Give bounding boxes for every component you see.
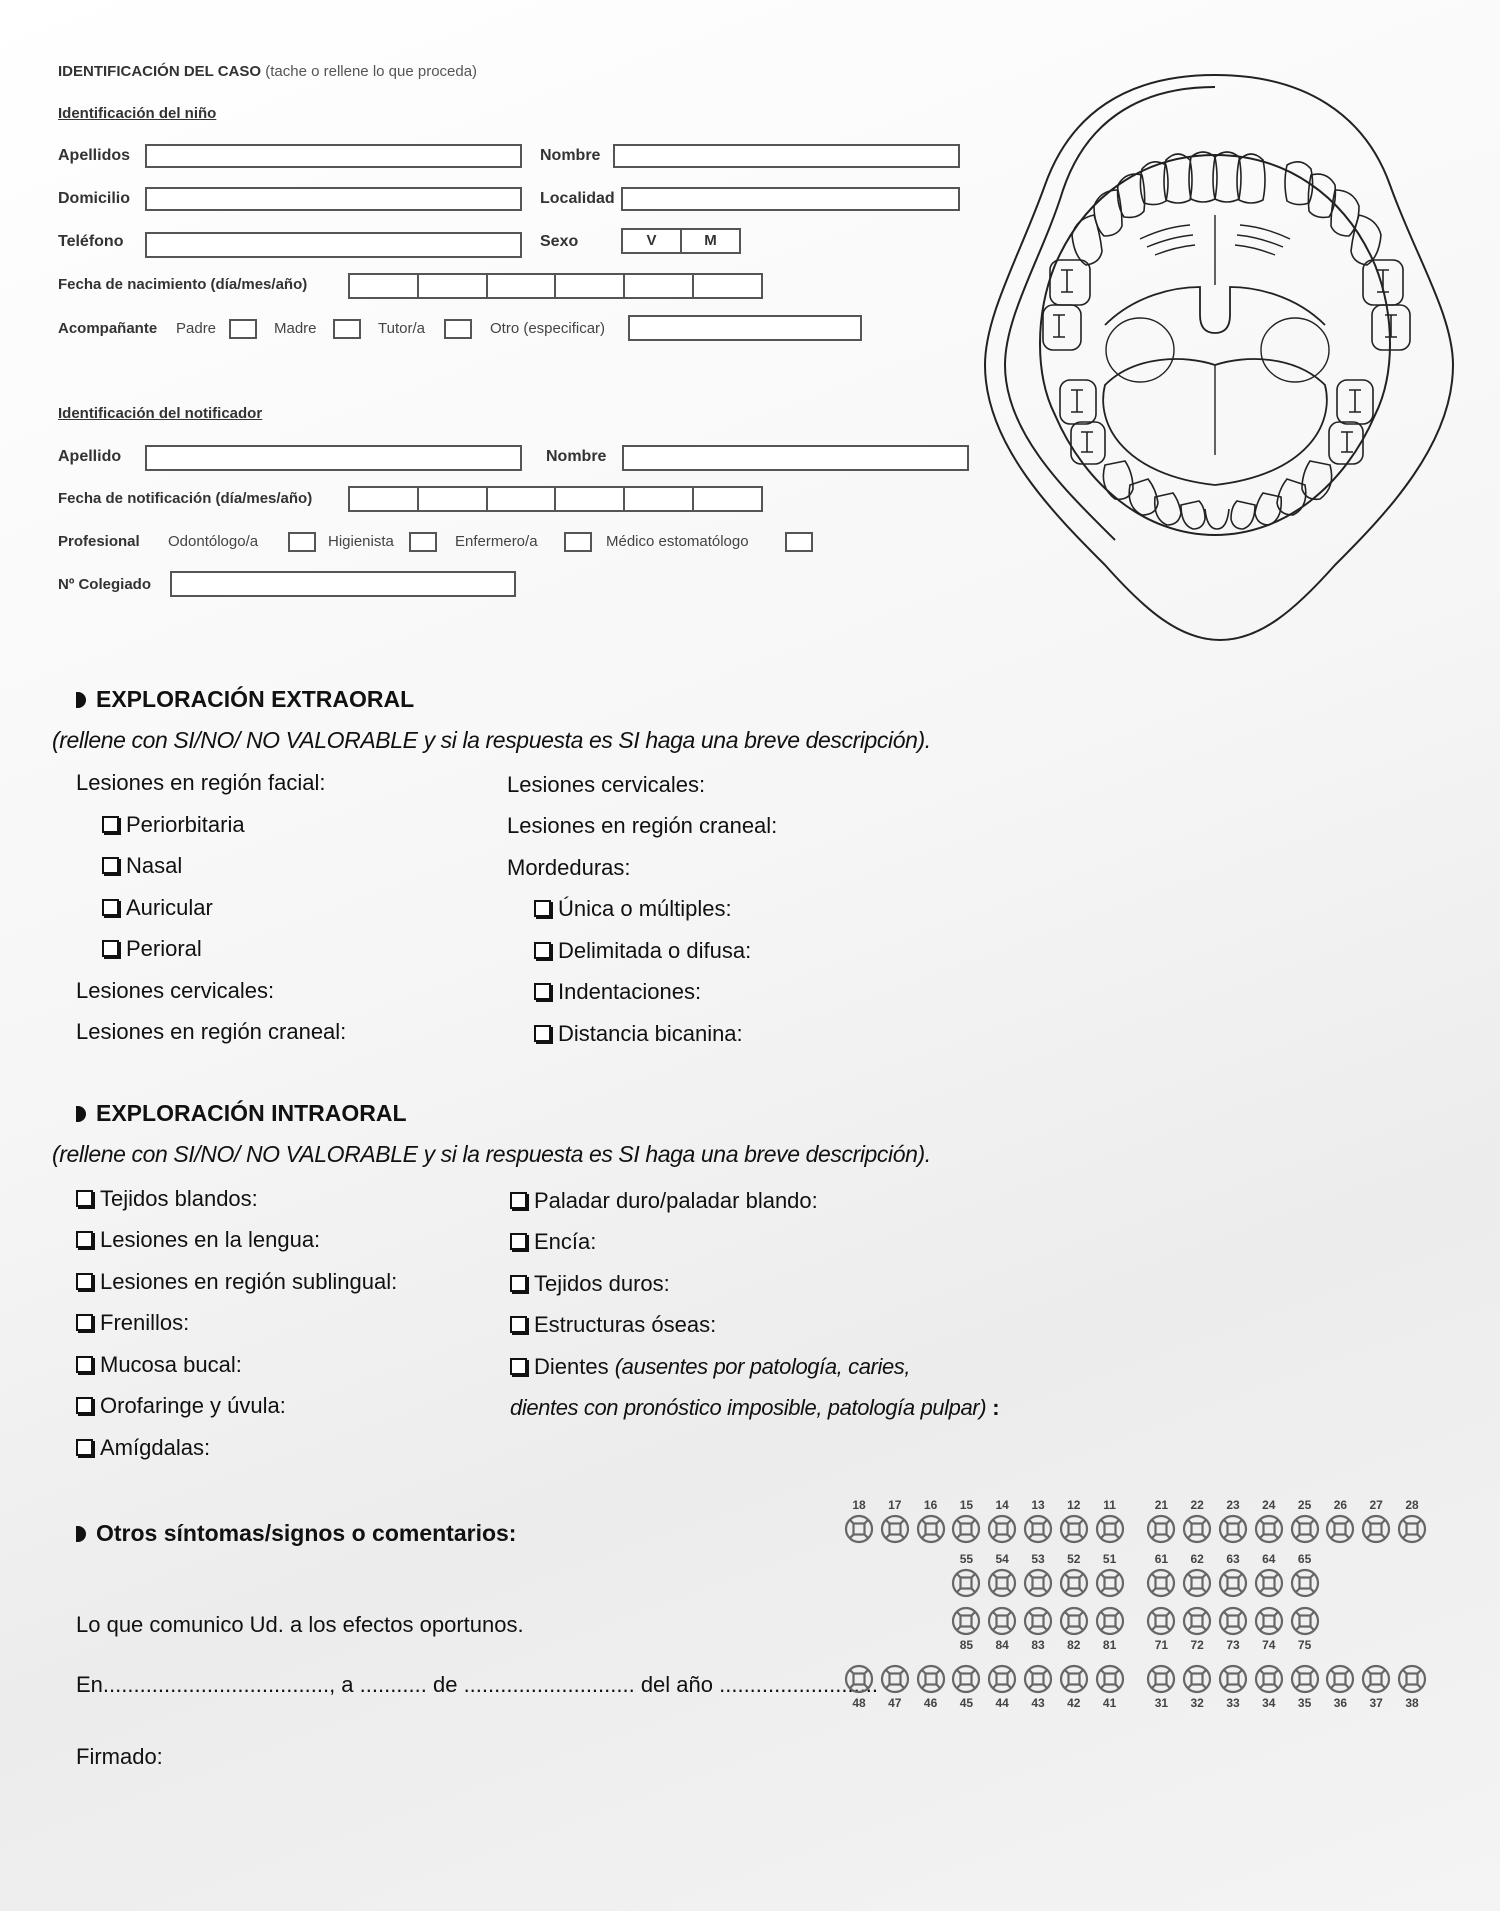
tooth-43-icon[interactable] <box>1023 1664 1053 1694</box>
medico-label: Médico estomatólogo <box>606 533 749 550</box>
tooth-82-icon[interactable] <box>1059 1606 1089 1636</box>
tooth-number-12: 12 <box>1067 1498 1081 1512</box>
tooth-26-icon[interactable] <box>1325 1514 1355 1544</box>
nasal-item[interactable] <box>102 853 182 879</box>
tooth-number-25: 25 <box>1297 1498 1312 1512</box>
intraoral-heading <box>76 1100 407 1127</box>
higienista-label: Higienista <box>328 533 394 550</box>
estructuras-oseas-label: Estructuras óseas: <box>534 1312 717 1337</box>
tooth-number-31: 31 <box>1154 1696 1169 1710</box>
intraoral-note: (rellene con SI/NO/ NO VALORABLE y si la respuesta es SI haga una breve descripción). <box>52 1141 931 1167</box>
fecha-not-field[interactable] <box>348 486 763 512</box>
tooth-number-17: 17 <box>888 1498 902 1512</box>
tooth-number-42: 42 <box>1067 1696 1081 1710</box>
tooth-number-15: 15 <box>959 1498 974 1512</box>
localidad-field[interactable] <box>621 187 960 211</box>
tejidos-duros-label: Tejidos duros: <box>534 1271 670 1296</box>
tejidos-blandos-label: Tejidos blandos: <box>100 1186 258 1211</box>
tooth-number-65: 65 <box>1297 1552 1312 1566</box>
domicilio-label: Domicilio <box>58 190 131 207</box>
firmado-label: Firmado: <box>76 1744 163 1769</box>
checkbox-icon <box>102 940 119 957</box>
case-id-note: (tache o rellene lo que proceda) <box>265 63 478 80</box>
checkbox-icon <box>76 1397 93 1414</box>
enfermero-label: Enfermero/a <box>455 533 538 550</box>
sexo-m-option[interactable]: M <box>704 232 717 249</box>
tooth-number-38: 38 <box>1405 1696 1419 1710</box>
tooth-52-icon[interactable] <box>1059 1568 1089 1598</box>
tejidos-blandos-item[interactable] <box>76 1186 258 1212</box>
encia-label: Encía: <box>534 1229 597 1254</box>
sublingual-item[interactable] <box>76 1269 397 1295</box>
auricular-label: Auricular <box>126 895 213 920</box>
tutor-checkbox[interactable] <box>444 319 472 339</box>
tooth-48-icon[interactable] <box>844 1664 874 1694</box>
checkbox-icon <box>102 899 119 916</box>
extraoral-title: EXPLORACIÓN EXTRAORAL <box>96 686 415 712</box>
tooth-37-icon[interactable] <box>1361 1664 1391 1694</box>
tooth-number-74: 74 <box>1262 1638 1276 1652</box>
tooth-23-icon[interactable] <box>1218 1514 1248 1544</box>
tooth-53-icon[interactable] <box>1023 1568 1053 1598</box>
tooth-number-23: 23 <box>1226 1498 1240 1512</box>
tooth-number-43: 43 <box>1031 1696 1045 1710</box>
tooth-12-icon[interactable] <box>1059 1514 1089 1544</box>
telefono-label: Teléfono <box>58 233 124 250</box>
checkbox-icon <box>102 857 119 874</box>
checkbox-icon <box>534 900 551 917</box>
notif-nombre-field[interactable] <box>622 445 969 471</box>
tooth-number-11: 11 <box>1103 1498 1116 1512</box>
tooth-number-63: 63 <box>1226 1552 1240 1566</box>
comunico-text: Lo que comunico Ud. a los efectos oportunos. <box>76 1612 524 1637</box>
tooth-number-44: 44 <box>995 1696 1009 1710</box>
bicanina-label: Distancia bicanina: <box>558 1021 743 1046</box>
child-section-heading: Identificación del niño <box>58 105 217 122</box>
apellidos-label: Apellidos <box>58 147 131 164</box>
checkbox-icon <box>76 1273 93 1290</box>
tooth-42-icon[interactable] <box>1059 1664 1089 1694</box>
nasal-label: Nasal <box>126 853 183 878</box>
tooth-45-icon[interactable] <box>951 1664 981 1694</box>
sexo-label: Sexo <box>540 233 579 250</box>
delimitada-label: Delimitada o difusa: <box>558 938 752 963</box>
dientes-note-1: (ausentes por patología, caries, <box>614 1354 911 1379</box>
tooth-number-53: 53 <box>1031 1552 1045 1566</box>
padre-checkbox[interactable] <box>229 319 257 339</box>
periorbitaria-label: Periorbitaria <box>126 812 245 837</box>
checkbox-icon <box>534 942 551 959</box>
tooth-81-icon[interactable] <box>1095 1606 1125 1636</box>
acompanante-label: Acompañante <box>58 320 158 337</box>
notif-apellido-label: Apellido <box>58 448 122 465</box>
otro-field[interactable] <box>628 315 862 341</box>
tooth-33-icon[interactable] <box>1218 1664 1248 1694</box>
left-cervicales-label: Lesiones cervicales: <box>76 978 275 1003</box>
tooth-18-icon[interactable] <box>844 1514 874 1544</box>
dientes-note-line <box>510 1395 1000 1421</box>
tooth-31-icon[interactable] <box>1146 1664 1176 1694</box>
unica-label: Única o múltiples: <box>558 896 732 921</box>
tooth-38-icon[interactable] <box>1397 1664 1427 1694</box>
tooth-number-54: 54 <box>995 1552 1009 1566</box>
frenillos-label: Frenillos: <box>100 1310 190 1335</box>
tooth-number-55: 55 <box>959 1552 974 1566</box>
tooth-51-icon[interactable] <box>1095 1568 1125 1598</box>
nombre-field[interactable] <box>613 144 960 168</box>
tooth-number-14: 14 <box>995 1498 1009 1512</box>
tooth-15-icon[interactable] <box>951 1514 981 1544</box>
section-bullet-icon <box>76 1526 86 1542</box>
extraoral-heading <box>76 686 414 713</box>
tooth-71-icon[interactable] <box>1146 1606 1176 1636</box>
tooth-number-22: 22 <box>1190 1498 1204 1512</box>
auricular-item[interactable] <box>102 895 213 921</box>
tooth-number-48: 48 <box>852 1696 866 1710</box>
otros-title: Otros síntomas/signos o comentarios: <box>96 1520 517 1546</box>
madre-checkbox[interactable] <box>333 319 361 339</box>
tooth-number-81: 81 <box>1102 1638 1117 1652</box>
tooth-63-icon[interactable] <box>1218 1568 1248 1598</box>
amigdalas-label: Amígdalas: <box>100 1435 211 1460</box>
mordeduras-label: Mordeduras: <box>507 855 631 880</box>
odontologo-label: Odontólogo/a <box>168 533 259 550</box>
tooth-number-72: 72 <box>1190 1638 1204 1652</box>
tooth-27-icon[interactable] <box>1361 1514 1391 1544</box>
perioral-label: Perioral <box>126 936 202 961</box>
tooth-number-34: 34 <box>1262 1696 1276 1710</box>
perioral-item[interactable] <box>102 936 202 962</box>
checkbox-icon <box>534 983 551 1000</box>
tooth-36-icon[interactable] <box>1325 1664 1355 1694</box>
tooth-number-37: 37 <box>1369 1696 1383 1710</box>
section-bullet-icon <box>76 1106 86 1122</box>
extraoral-note: (rellene con SI/NO/ NO VALORABLE y si la respuesta es SI haga una breve descripción). <box>52 727 931 753</box>
tooth-13-icon[interactable] <box>1023 1514 1053 1544</box>
tejidos-duros-item[interactable] <box>510 1271 670 1297</box>
tooth-44-icon[interactable] <box>987 1664 1017 1694</box>
profesional-label: Profesional <box>58 533 140 550</box>
tooth-number-28: 28 <box>1405 1498 1419 1512</box>
tooth-35-icon[interactable] <box>1290 1664 1320 1694</box>
domicilio-field[interactable] <box>145 187 522 211</box>
tutor-label: Tutor/a <box>378 320 425 337</box>
checkbox-icon <box>534 1025 551 1042</box>
checkbox-icon <box>510 1275 527 1292</box>
tooth-22-icon[interactable] <box>1182 1514 1212 1544</box>
tooth-24-icon[interactable] <box>1254 1514 1284 1544</box>
notif-nombre-label: Nombre <box>546 448 607 465</box>
dental-odontogram <box>842 1498 1442 1728</box>
lengua-item[interactable] <box>76 1227 320 1253</box>
tooth-34-icon[interactable] <box>1254 1664 1284 1694</box>
indentaciones-item[interactable] <box>534 979 701 1005</box>
notifier-section-heading: Identificación del notificador <box>58 405 263 422</box>
tooth-number-47: 47 <box>888 1696 902 1710</box>
tooth-number-18: 18 <box>852 1498 866 1512</box>
tooth-number-75: 75 <box>1297 1638 1312 1652</box>
unica-item[interactable] <box>534 896 732 922</box>
frenillos-item[interactable] <box>76 1310 189 1336</box>
paladar-label: Paladar duro/paladar blando: <box>534 1188 818 1213</box>
tooth-54-icon[interactable] <box>987 1568 1017 1598</box>
otros-heading <box>76 1520 516 1547</box>
case-id-heading <box>58 63 477 80</box>
mucosa-item[interactable] <box>76 1352 242 1378</box>
madre-label: Madre <box>274 320 317 337</box>
higienista-checkbox[interactable] <box>409 532 437 552</box>
tooth-number-51: 51 <box>1102 1552 1117 1566</box>
checkbox-icon <box>76 1231 93 1248</box>
tooth-number-21: 21 <box>1154 1498 1169 1512</box>
tooth-number-85: 85 <box>959 1638 974 1652</box>
enfermero-checkbox[interactable] <box>564 532 592 552</box>
orofaringe-label: Orofaringe y úvula: <box>100 1393 286 1418</box>
bicanina-item[interactable] <box>534 1021 743 1047</box>
tooth-number-24: 24 <box>1262 1498 1276 1512</box>
tooth-number-61: 61 <box>1154 1552 1169 1566</box>
right-cervicales-label: Lesiones cervicales: <box>507 772 706 797</box>
paladar-item[interactable] <box>510 1188 818 1214</box>
tooth-72-icon[interactable] <box>1182 1606 1212 1636</box>
dientes-note-2: dientes con pronóstico imposible, patología pulpar) <box>510 1395 987 1420</box>
tooth-73-icon[interactable] <box>1218 1606 1248 1636</box>
tooth-number-73: 73 <box>1226 1638 1240 1652</box>
section-bullet-icon <box>76 692 86 708</box>
padre-label: Padre <box>176 320 217 337</box>
estructuras-oseas-item[interactable] <box>510 1312 716 1338</box>
tooth-47-icon[interactable] <box>880 1664 910 1694</box>
tooth-32-icon[interactable] <box>1182 1664 1212 1694</box>
tooth-21-icon[interactable] <box>1146 1514 1176 1544</box>
sexo-v-option[interactable]: V <box>623 230 682 252</box>
tooth-number-26: 26 <box>1333 1498 1348 1512</box>
tooth-number-45: 45 <box>959 1696 974 1710</box>
nombre-label: Nombre <box>540 147 601 164</box>
tooth-28-icon[interactable] <box>1397 1514 1427 1544</box>
tooth-number-52: 52 <box>1067 1552 1081 1566</box>
amigdalas-item[interactable] <box>76 1435 210 1461</box>
dientes-label: Dientes <box>534 1354 609 1379</box>
tooth-11-icon[interactable] <box>1095 1514 1125 1544</box>
checkbox-icon <box>510 1316 527 1333</box>
colegiado-field[interactable] <box>170 571 516 597</box>
checkbox-icon <box>510 1233 527 1250</box>
checkbox-icon <box>510 1192 527 1209</box>
fecha-nac-label: Fecha de nacimiento (día/mes/año) <box>58 276 308 293</box>
intraoral-title: EXPLORACIÓN INTRAORAL <box>96 1100 407 1126</box>
tooth-number-46: 46 <box>923 1696 938 1710</box>
sublingual-label: Lesiones en región sublingual: <box>100 1269 398 1294</box>
tooth-55-icon[interactable] <box>951 1568 981 1598</box>
tooth-number-35: 35 <box>1297 1696 1312 1710</box>
checkbox-icon <box>76 1314 93 1331</box>
mucosa-label: Mucosa bucal: <box>100 1352 242 1377</box>
tooth-number-33: 33 <box>1226 1696 1240 1710</box>
tooth-65-icon[interactable] <box>1290 1568 1320 1598</box>
checkbox-icon <box>510 1358 527 1375</box>
tooth-number-62: 62 <box>1190 1552 1204 1566</box>
sexo-selector <box>621 228 741 254</box>
tooth-number-82: 82 <box>1067 1638 1081 1652</box>
tooth-83-icon[interactable] <box>1023 1606 1053 1636</box>
tooth-46-icon[interactable] <box>916 1664 946 1694</box>
fecha-nac-field[interactable] <box>348 273 763 299</box>
tooth-41-icon[interactable] <box>1095 1664 1125 1694</box>
checkbox-icon <box>76 1439 93 1456</box>
periorbitaria-item[interactable] <box>102 812 245 838</box>
otro-label: Otro (especificar) <box>490 320 606 337</box>
open-mouth-illustration <box>975 65 1460 650</box>
encia-item[interactable] <box>510 1229 596 1255</box>
localidad-label: Localidad <box>540 190 615 207</box>
orofaringe-item[interactable] <box>76 1393 286 1419</box>
right-craneal-label: Lesiones en región craneal: <box>507 813 778 838</box>
fecha-lugar-line[interactable]: En....................................., a ........... de ............................ del año .......................... <box>76 1672 879 1697</box>
tooth-61-icon[interactable] <box>1146 1568 1176 1598</box>
tooth-25-icon[interactable] <box>1290 1514 1320 1544</box>
case-id-title: IDENTIFICACIÓN DEL CASO <box>58 63 262 80</box>
tooth-number-41: 41 <box>1102 1696 1117 1710</box>
dientes-item[interactable] <box>510 1354 910 1380</box>
tooth-17-icon[interactable] <box>880 1514 910 1544</box>
lengua-label: Lesiones en la lengua: <box>100 1227 321 1252</box>
left-craneal-label: Lesiones en región craneal: <box>76 1019 347 1044</box>
tooth-14-icon[interactable] <box>987 1514 1017 1544</box>
tooth-62-icon[interactable] <box>1182 1568 1212 1598</box>
tooth-number-27: 27 <box>1369 1498 1383 1512</box>
telefono-field[interactable] <box>145 232 522 258</box>
tooth-number-83: 83 <box>1031 1638 1045 1652</box>
tooth-number-13: 13 <box>1031 1498 1045 1512</box>
tooth-number-32: 32 <box>1190 1696 1204 1710</box>
indentaciones-label: Indentaciones: <box>558 979 702 1004</box>
tooth-number-16: 16 <box>923 1498 938 1512</box>
notif-apellido-field[interactable] <box>145 445 522 471</box>
medico-checkbox[interactable] <box>785 532 813 552</box>
checkbox-icon <box>76 1190 93 1207</box>
tooth-64-icon[interactable] <box>1254 1568 1284 1598</box>
facial-label: Lesiones en región facial: <box>76 770 326 795</box>
tooth-84-icon[interactable] <box>987 1606 1017 1636</box>
dientes-colon: : <box>986 1395 1000 1420</box>
tooth-16-icon[interactable] <box>916 1514 946 1544</box>
fecha-not-label: Fecha de notificación (día/mes/año) <box>58 490 313 507</box>
checkbox-icon <box>102 816 119 833</box>
apellidos-field[interactable] <box>145 144 522 168</box>
checkbox-icon <box>76 1356 93 1373</box>
tooth-number-71: 71 <box>1154 1638 1169 1652</box>
tooth-74-icon[interactable] <box>1254 1606 1284 1636</box>
delimitada-item[interactable] <box>534 938 751 964</box>
odontologo-checkbox[interactable] <box>288 532 316 552</box>
tooth-75-icon[interactable] <box>1290 1606 1320 1636</box>
tooth-number-84: 84 <box>995 1638 1009 1652</box>
tooth-number-64: 64 <box>1262 1552 1276 1566</box>
colegiado-label: Nº Colegiado <box>58 576 151 593</box>
tooth-number-36: 36 <box>1333 1696 1348 1710</box>
tooth-85-icon[interactable] <box>951 1606 981 1636</box>
